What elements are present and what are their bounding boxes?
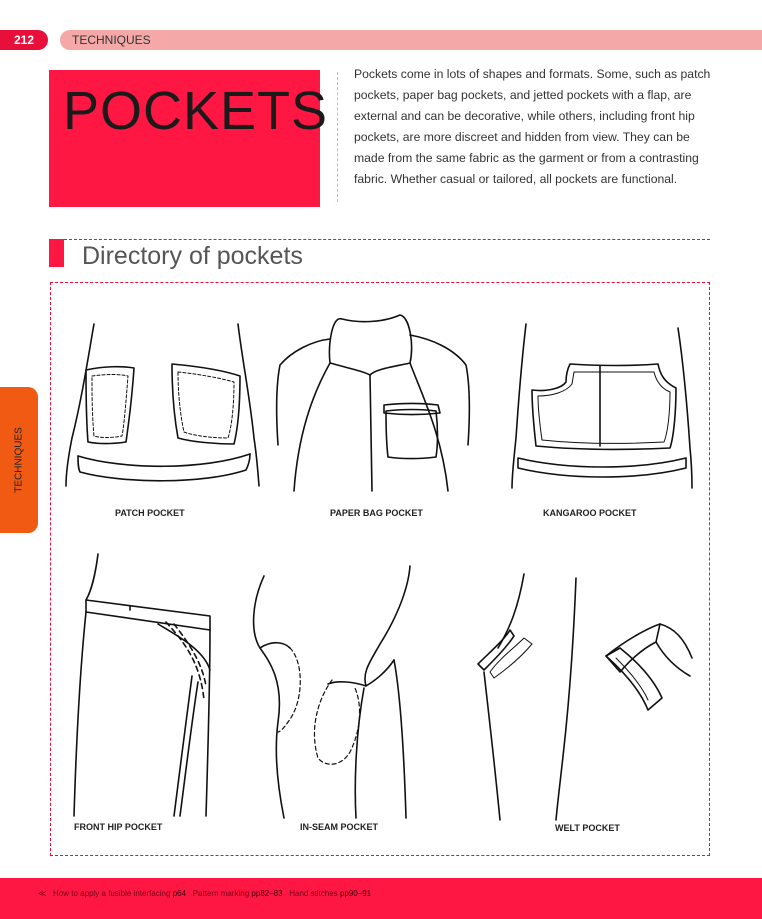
welt-pocket-illustration: [470, 568, 700, 823]
paper-bag-pocket-illustration: [272, 305, 472, 495]
front-hip-pocket-illustration: [70, 550, 220, 820]
section-title: TECHNIQUES: [60, 30, 762, 50]
divider: [337, 72, 339, 202]
crossref-1[interactable]: How to apply a fusible interfacing p64: [53, 889, 187, 898]
title-block: [49, 70, 329, 207]
crossref-3[interactable]: Hand stitches pp90–91: [289, 889, 372, 898]
subheading-rule: [64, 239, 710, 240]
side-section-tab: [0, 387, 38, 533]
see-also-icon: ≪: [38, 889, 47, 898]
patch-pocket-illustration: [64, 318, 264, 498]
kangaroo-pocket-label: KANGAROO POCKET: [543, 508, 637, 518]
in-seam-pocket-label: IN-SEAM POCKET: [300, 822, 379, 832]
welt-pocket-label: WELT POCKET: [555, 823, 620, 833]
page-number: 212: [0, 30, 48, 50]
intro-paragraph: Pockets come in lots of shapes and formats. Some, such as patch pockets, paper bag pockets, and jetted pockets with a flap, are external and can be decorative, while others, including front hip pockets, are more discreet and hidden from view. They can be made from the same fabric as the garment or from a contrasting fabric. Whether casual or tailored, all pockets are functional.: [354, 67, 711, 186]
page-title: POCKETS: [63, 81, 329, 141]
subheading: Directory of pockets: [82, 242, 303, 270]
footer-bar: [0, 878, 762, 919]
kangaroo-pocket-illustration: [508, 318, 698, 498]
in-seam-pocket-illustration: [244, 552, 444, 820]
subheading-marker: [49, 239, 64, 267]
paper-bag-pocket-label: PAPER BAG POCKET: [330, 508, 423, 518]
crossref-2[interactable]: Pattern marking pp82–83: [192, 889, 283, 898]
front-hip-pocket-label: FRONT HIP POCKET: [74, 822, 163, 832]
cross-references: [38, 889, 371, 898]
side-tab-label: TECHNIQUES: [13, 427, 25, 493]
header-bar: [0, 30, 762, 50]
patch-pocket-label: PATCH POCKET: [115, 508, 185, 518]
